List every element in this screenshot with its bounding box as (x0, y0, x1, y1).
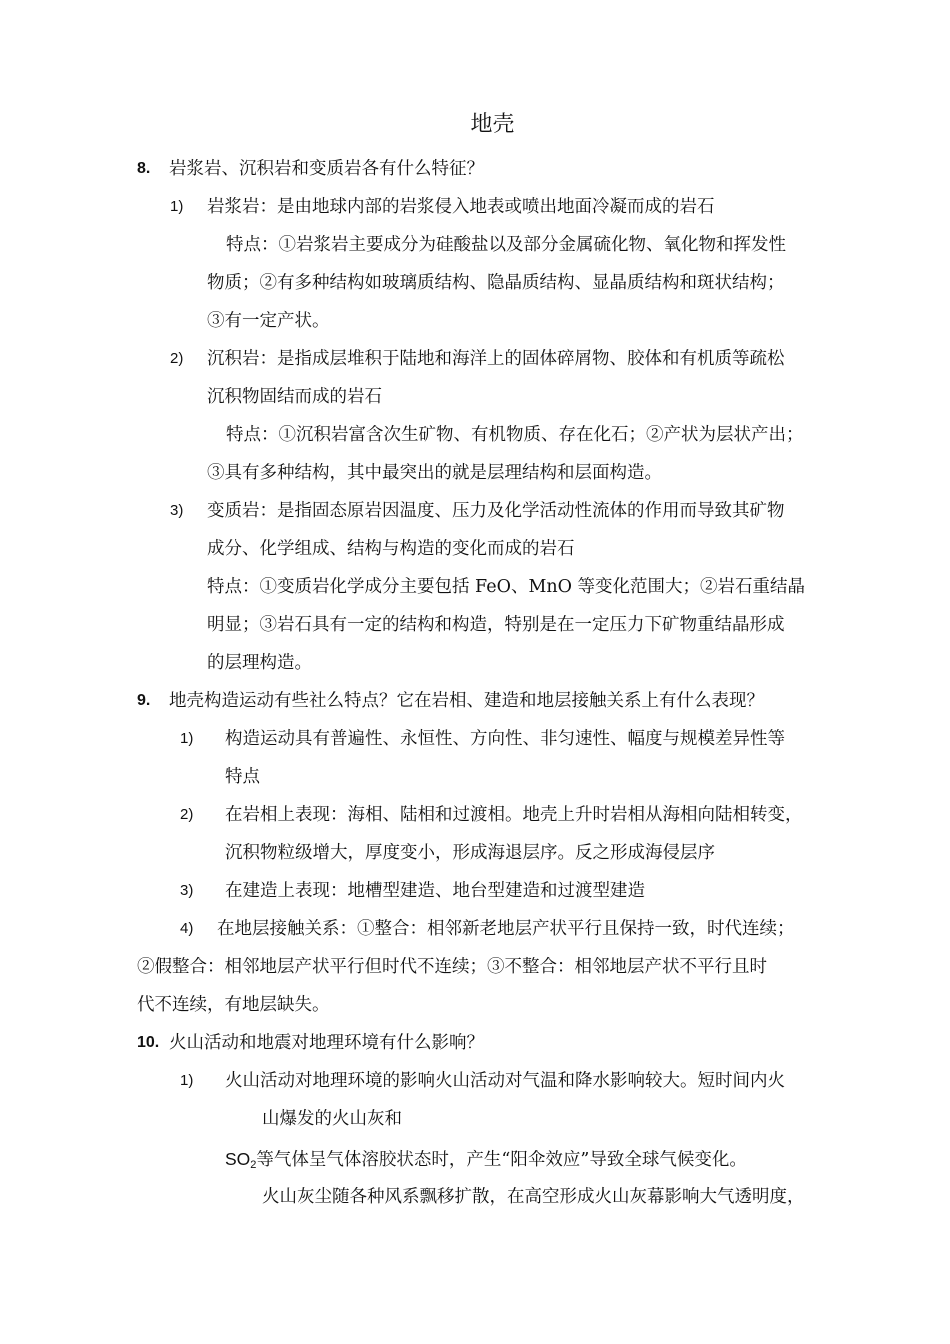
q8-item-3-line-3: 特点：①变质岩化学成分主要包括 FeO、MnO 等变化范围大；②岩石重结晶 (207, 577, 806, 597)
q9-item-3-line-1: 在建造上表现：地槽型建造、地台型建造和过渡型建造 (225, 881, 645, 901)
q8-item-3-line-1: 变质岩：是指固态原岩因温度、压力及化学活动性流体的作用而导致其矿物 (207, 501, 785, 521)
q8-item-2-line-1: 沉积岩：是指成层堆积于陆地和海洋上的固体碎屑物、胶体和有机质等疏松 (207, 349, 785, 369)
q8-item-1-line-3: 物质；②有多种结构如玻璃质结构、隐晶质结构、显晶质结构和斑状结构； (207, 273, 785, 293)
question-10-text: 火山活动和地震对地理环境有什么影响？ (169, 1033, 484, 1053)
q8-item-2-number: 2) (170, 350, 184, 367)
q8-item-3-number: 3) (170, 502, 184, 519)
q9-item-2-line-1: 在岩相上表现：海相、陆相和过渡相。地壳上升时岩相从海相向陆相转变， (225, 805, 803, 825)
q9-item-4-number: 4) (180, 920, 194, 937)
q9-item-2-number: 2) (180, 806, 194, 823)
q9-item-1-line-2: 特点 (225, 767, 260, 787)
question-9-number: 9. (137, 692, 151, 709)
q10-item-1-line-3-text: 等气体呈气体溶胶状态时，产生“阳伞效应”导致全球气候变化。 (256, 1150, 747, 1170)
page-title: 地壳 (470, 112, 515, 137)
q8-item-1-line-4: ③有一定产状。 (207, 311, 330, 331)
q9-item-1-number: 1) (180, 730, 194, 747)
q8-item-2-line-2: 沉积物固结而成的岩石 (207, 387, 382, 407)
q8-item-2-line-4: ③具有多种结构，其中最突出的就是层理结构和层面构造。 (207, 463, 662, 483)
q8-item-1-line-2: 特点：①岩浆岩主要成分为硅酸盐以及部分金属硫化物、氧化物和挥发性 (226, 235, 786, 255)
q10-item-1-line-3 (225, 1147, 747, 1172)
question-9-text: 地壳构造运动有些社么特点？它在岩相、建造和地层接触关系上有什么表现？ (169, 691, 764, 711)
question-8-number: 8. (137, 160, 151, 177)
q10-item-1-line-4: 火山灰尘随各种风系飘移扩散，在高空形成火山灰幕影响大气透明度， (262, 1187, 805, 1207)
q9-item-4-line-3: 代不连续，有地层缺失。 (137, 995, 330, 1015)
q8-item-2-line-3: 特点：①沉积岩富含次生矿物、有机物质、存在化石；②产状为层状产出； (226, 425, 804, 445)
q8-item-1-line-1: 岩浆岩：是由地球内部的岩浆侵入地表或喷出地面冷凝而成的岩石 (207, 197, 715, 217)
q8-item-3-line-5: 的层理构造。 (207, 653, 312, 673)
question-8-text: 岩浆岩、沉积岩和变质岩各有什么特征？ (169, 159, 484, 179)
q9-item-2-line-2: 沉积物粒级增大，厚度变小，形成海退层序。反之形成海侵层序 (225, 843, 715, 863)
q8-item-1-number: 1) (170, 198, 184, 215)
q8-item-3-line-4: 明显；③岩石具有一定的结构和构造，特别是在一定压力下矿物重结晶形成 (207, 615, 785, 635)
q8-item-3-line-2: 成分、化学组成、结构与构造的变化而成的岩石 (207, 539, 575, 559)
q9-item-4-line-1: 在地层接触关系：①整合：相邻新老地层产状平行且保持一致，时代连续； (217, 919, 795, 939)
q9-item-1-line-1: 构造运动具有普遍性、永恒性、方向性、非匀速性、幅度与规模差异性等 (225, 729, 785, 749)
q10-item-1-line-2: 山爆发的火山灰和 (262, 1109, 402, 1129)
q10-item-1-line-1: 火山活动对地理环境的影响火山活动对气温和降水影响较大。短时间内火 (225, 1071, 785, 1091)
question-10-number: 10. (137, 1034, 160, 1051)
q9-item-4-line-2: ②假整合：相邻地层产状平行但时代不连续；③不整合：相邻地层产状不平行且时 (137, 957, 767, 977)
so2-formula: SO (225, 1149, 251, 1169)
q9-item-3-number: 3) (180, 882, 194, 899)
so2-subscript: 2 (250, 1159, 257, 1171)
q10-item-1-number: 1) (180, 1072, 194, 1089)
